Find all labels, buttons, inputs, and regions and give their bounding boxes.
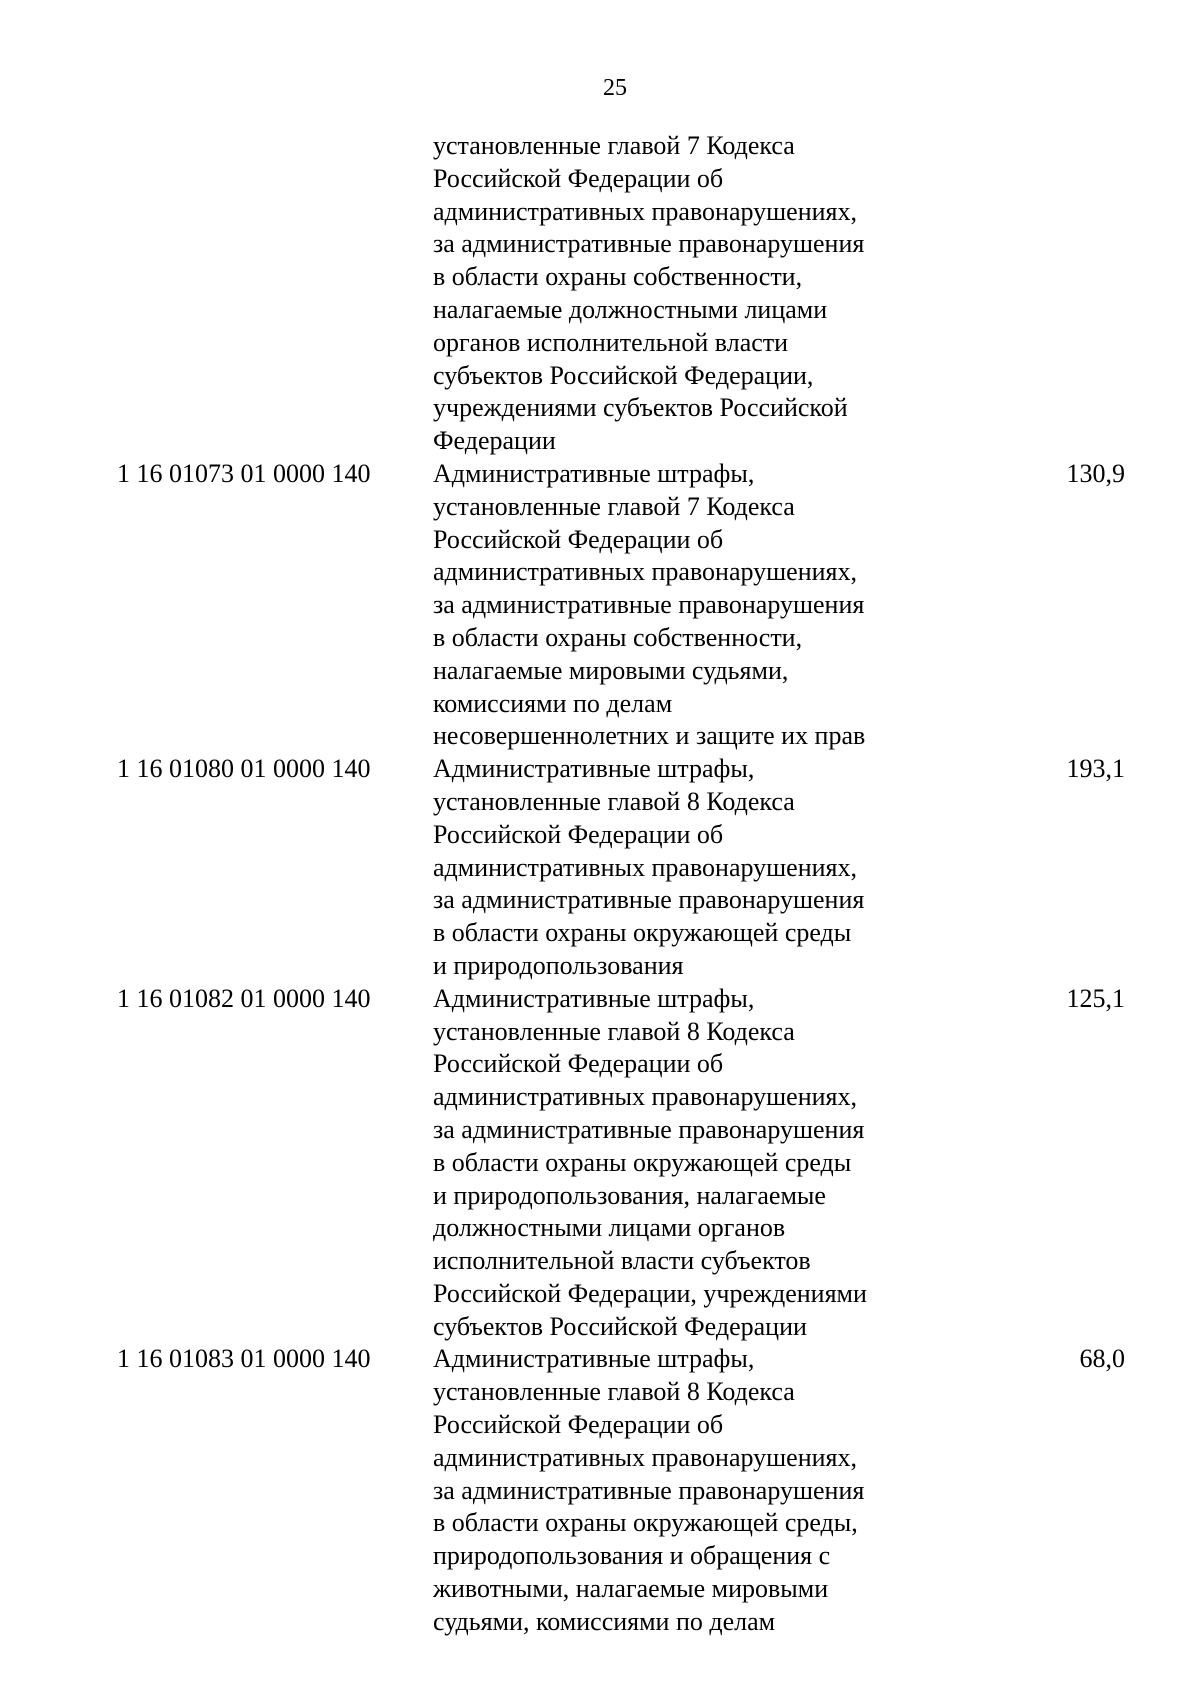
description-line: административных правонарушениях, — [433, 852, 857, 882]
description-line: Федерации — [433, 426, 556, 456]
description-line: административных правонарушениях, — [433, 1442, 857, 1472]
description-line: за административные правонарушения — [433, 1475, 865, 1505]
description-line: административных правонарушениях, — [433, 1082, 857, 1112]
description-line: и природопользования, налагаемые — [433, 1180, 826, 1210]
description-line: за административные правонарушения — [433, 1114, 865, 1144]
description-line: Российской Федерации, учреждениями — [433, 1278, 867, 1308]
budget-code: 1 16 01083 01 0000 140 — [117, 1344, 371, 1374]
description-line: установленные главой 7 Кодекса — [433, 491, 795, 521]
description-line: комиссиями по делам — [433, 688, 673, 718]
description-line: исполнительной власти субъектов — [433, 1246, 811, 1276]
description-line: в области охраны собственности, — [433, 262, 803, 292]
description-line: субъектов Российской Федерации — [433, 1311, 807, 1341]
description-line: должностными лицами органов — [433, 1213, 786, 1243]
amount-value: 68,0 — [1079, 1344, 1125, 1374]
description-line: Административные штрафы, — [433, 754, 755, 784]
page-number: 25 — [603, 75, 627, 101]
table-row — [0, 753, 1200, 983]
row-description — [433, 1343, 933, 1638]
description-line: в области охраны собственности, — [433, 622, 803, 652]
description-line: органов исполнительной власти — [433, 327, 789, 357]
description-line: несовершеннолетних и защите их прав — [433, 721, 866, 751]
row-description — [433, 130, 933, 458]
budget-code: 1 16 01082 01 0000 140 — [117, 983, 371, 1013]
budget-code: 1 16 01073 01 0000 140 — [117, 458, 371, 488]
description-line: административных правонарушениях, — [433, 557, 857, 587]
description-line: Административные штрафы, — [433, 983, 755, 1013]
description-line: Административные штрафы, — [433, 458, 755, 488]
row-description — [433, 983, 933, 1344]
table-row — [0, 130, 1200, 458]
description-line: за административные правонарушения — [433, 590, 865, 620]
budget-code: 1 16 01080 01 0000 140 — [117, 754, 371, 784]
description-line: Российской Федерации об — [433, 819, 724, 849]
description-line: животными, налагаемые мировыми — [433, 1574, 829, 1604]
description-line: за административные правонарушения — [433, 229, 865, 259]
description-line: природопользования и обращения с — [433, 1541, 831, 1571]
description-line: Российской Федерации об — [433, 163, 724, 193]
description-line: субъектов Российской Федерации, — [433, 360, 814, 390]
description-line: судьями, комиссиями по делам — [433, 1606, 776, 1636]
description-line: за административные правонарушения — [433, 885, 865, 915]
description-line: учреждениями субъектов Российской — [433, 393, 848, 423]
description-line: Административные штрафы, — [433, 1344, 755, 1374]
amount-value: 125,1 — [1066, 983, 1125, 1013]
description-line: установленные главой 8 Кодекса — [433, 1377, 795, 1407]
description-line: в области охраны окружающей среды — [433, 918, 852, 948]
description-line: Российской Федерации об — [433, 1049, 724, 1079]
description-line: административных правонарушениях, — [433, 196, 857, 226]
revenue-table — [0, 130, 1200, 1639]
row-description — [433, 458, 933, 753]
table-row — [0, 1343, 1200, 1638]
description-line: налагаемые должностными лицами — [433, 294, 828, 324]
amount-value: 193,1 — [1066, 754, 1125, 784]
description-line: установленные главой 7 Кодекса — [433, 131, 795, 160]
amount-value: 130,9 — [1066, 458, 1125, 488]
description-line: и природопользования — [433, 950, 684, 980]
description-line: Российской Федерации об — [433, 1410, 724, 1440]
table-row — [0, 458, 1200, 753]
description-line: Российской Федерации об — [433, 524, 724, 554]
description-line: налагаемые мировыми судьями, — [433, 655, 789, 685]
description-line: установленные главой 8 Кодекса — [433, 1016, 795, 1046]
description-line: установленные главой 8 Кодекса — [433, 786, 795, 816]
table-row — [0, 983, 1200, 1344]
description-line: в области охраны окружающей среды — [433, 1147, 852, 1177]
row-description — [433, 753, 933, 983]
description-line: в области охраны окружающей среды, — [433, 1508, 858, 1538]
